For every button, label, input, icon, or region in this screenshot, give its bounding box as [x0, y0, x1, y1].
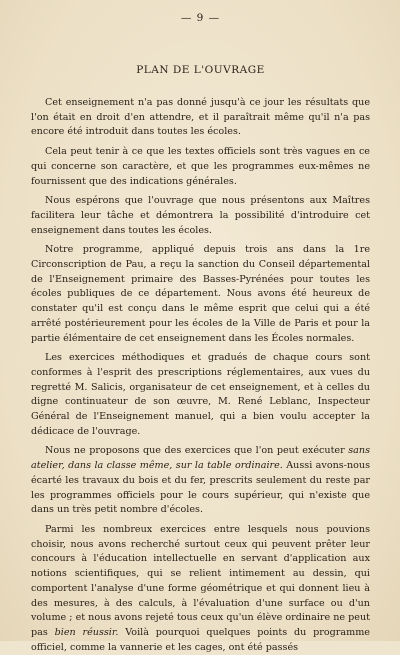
paragraph: [31, 96, 370, 140]
italic-text: bien réussir.: [54, 626, 119, 638]
paragraph: [31, 243, 370, 346]
paragraph-text: Nous ne proposons que des exercices que l'on peut exécuter: [45, 445, 349, 457]
paragraph: [31, 351, 370, 439]
paragraph-text: Aussi avons-nous écarté les travaux du bois et du fer, prescrits seulement du reste par les programmes officiels pour le cours supérieur, qui n'existe que dans un très petit nombre d'écoles.: [31, 460, 371, 516]
paragraph: [31, 145, 370, 189]
page-title: PLAN DE L'OUVRAGE: [136, 64, 265, 76]
page-number: — 9 —: [180, 12, 221, 24]
paragraph: [31, 194, 370, 238]
paragraph-text: Cet enseignement n'a pas donné jusqu'à ce jour les résultats que l'on était en droit d'en attendre, et il paraîtrait même qu'il n'a pas encore été introduit dans toutes les écoles.: [31, 97, 370, 138]
paragraph-text: Cela peut tenir à ce que les textes officiels sont très vagues en ce qui concerne son caractère, et que les programmes eux-mêmes ne fournissent que des indications générales.: [31, 146, 370, 187]
paragraph: [31, 444, 370, 518]
paragraph-text: Voilà pourquoi quelques points du programme officiel, comme la vannerie et les cages, ont été passés: [31, 626, 370, 653]
italic-text: sans atelier, dans la classe même, sur la table ordinaire.: [31, 445, 370, 472]
paragraph-text: Parmi les nombreux exercices entre lesquels nous pouvions choisir, nous avons recherché surtout ceux qui peuvent prêter leur concours à l'éducation intellectuelle en servant d'application aux notions scientifiques, qui se relient intimement au dessin, qui comportent l'analyse d'une forme géométrique et qui donnent lieu à des mesures, à des calculs, à l'évaluation d'une surface ou d'un volume ; et nous avons rejeté tous ceux qu'un élève ordinaire ne peut pas: [31, 523, 370, 638]
body-text: [31, 96, 370, 655]
paragraph: [31, 523, 370, 655]
paragraph-text: Notre programme, appliqué depuis trois ans dans la 1re Circonscription de Pau, a reçu la sanction du Conseil départemental de l'Enseignement primaire des Basses-Pyrénées pour toutes les écoles publiques de ce département. Nous avons été heureux de constater qu'il est conçu dans le même esprit que celui qui a été arrêté postérieurement pour les écoles de la Ville de Paris et pour la partie élémentaire de cet enseignement dans les Écoles normales.: [31, 244, 370, 344]
paragraph-text: Les exercices méthodiques et gradués de chaque cours sont conformes à l'esprit des prescriptions réglementaires, aux vues du regretté M. Salicis, organisateur de cet enseignement, et à celles du digne continuateur de son œuvre, M. René Leblanc, Inspecteur Général de l'Enseignement manuel, qui a bien voulu accepter la dédicace de l'ouvrage.: [31, 352, 370, 437]
paragraph-text: Nous espérons que l'ouvrage que nous présentons aux Maîtres facilitera leur tâche et démontrera la possibilité d'introduire cet enseignement dans toutes les écoles.: [31, 195, 370, 236]
